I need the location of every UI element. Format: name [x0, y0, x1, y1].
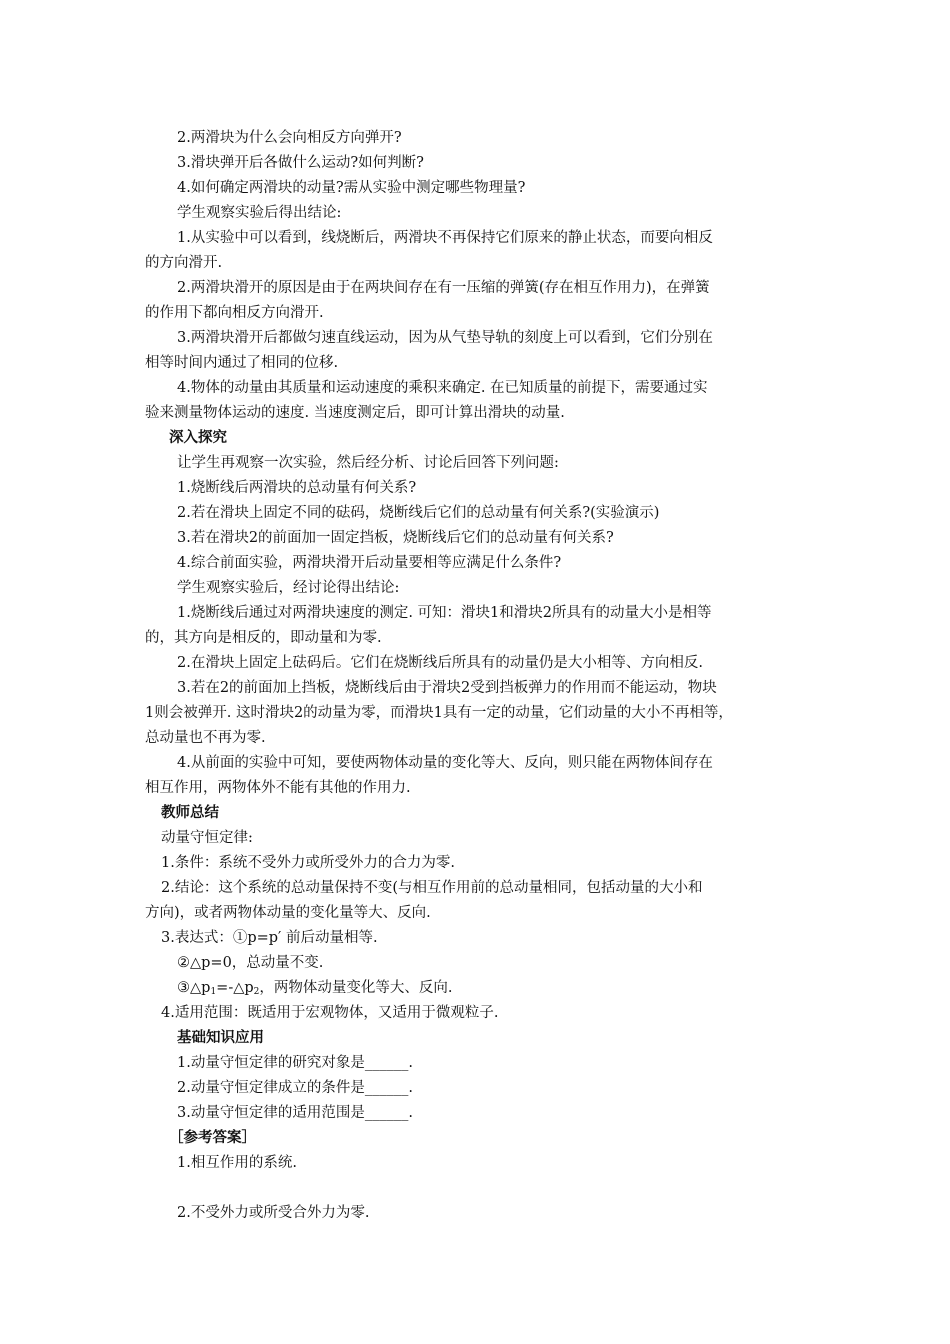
- question-4: 4.如何确定两滑块的动量?需从实验中测定哪些物理量?: [177, 180, 526, 196]
- inquiry-question-1: 1.烧断线后两滑块的总动量有何关系?: [177, 480, 417, 496]
- exercise-3: 3.动量守恒定律的适用范围是______.: [177, 1105, 413, 1121]
- summary-conclusion-line-1: 2.结论：这个系统的总动量保持不变(与相互作用前的总动量相同，包括动量的大小和: [161, 880, 703, 896]
- conclusion-2-line-2: 的作用下都向相反方向滑开.: [145, 305, 324, 321]
- conclusion-4-line-1: 4.物体的动量由其质量和运动速度的乘积来确定. 在已知质量的前提下，需要通过实: [177, 380, 708, 396]
- question-3: 3.滑块弹开后各做什么运动?如何判断?: [177, 155, 424, 171]
- conclusion-1-line-1: 1.从实验中可以看到，线烧断后，两滑块不再保持它们原来的静止状态，而要向相反: [177, 230, 713, 246]
- heading-deep-inquiry: 深入探究: [169, 430, 227, 446]
- observation-intro: 学生观察实验后得出结论:: [177, 205, 342, 221]
- inquiry-question-4: 4.综合前面实验，两滑块滑开后动量要相等应满足什么条件?: [177, 555, 562, 571]
- question-2: 2.两滑块为什么会向相反方向弹开?: [177, 130, 402, 146]
- conclusion-2-line-1: 2.两滑块滑开的原因是由于在两块间存在有一压缩的弹簧(存在相互作用力)，在弹簧: [177, 280, 710, 296]
- summary-expression-3: $③\triangle p_1=-\triangle p_2$，两物体动量变化等大、反向.: [177, 980, 453, 997]
- heading-teacher-summary: 教师总结: [161, 805, 219, 821]
- inquiry-question-3: 3.若在滑块2的前面加一固定挡板，烧断线后它们的总动量有何关系?: [177, 530, 614, 546]
- heading-basic-application: 基础知识应用: [177, 1030, 264, 1046]
- conclusion-4-line-2: 验来测量物体运动的速度. 当速度测定后，即可计算出滑块的动量.: [145, 405, 565, 421]
- conclusion-3-line-1: 3.两滑块滑开后都做匀速直线运动，因为从气垫导轨的刻度上可以看到，它们分别在: [177, 330, 713, 346]
- exercise-2: 2.动量守恒定律成立的条件是______.: [177, 1080, 413, 1096]
- observation-intro-2: 学生观察实验后，经讨论得出结论:: [177, 580, 400, 596]
- heading-reference-answers: ［参考答案］: [169, 1130, 256, 1146]
- result-1-line-1: 1.烧断线后通过对两滑块速度的测定. 可知：滑块1和滑块2所具有的动量大小是相等: [177, 605, 712, 621]
- conclusion-3-line-2: 相等时间内通过了相同的位移.: [145, 355, 339, 371]
- answer-2: 2.不受外力或所受合外力为零.: [177, 1205, 370, 1221]
- result-4-line-1: 4.从前面的实验中可知，要使两物体动量的变化等大、反向，则只能在两物体间存在: [177, 755, 713, 771]
- result-4-line-2: 相互作用，两物体外不能有其他的作用力.: [145, 780, 411, 796]
- exercise-1: 1.动量守恒定律的研究对象是______.: [177, 1055, 413, 1071]
- summary-expression-2: ②△p=0，总动量不变.: [177, 955, 324, 971]
- law-title: 动量守恒定律:: [161, 830, 253, 846]
- result-2: 2.在滑块上固定上砝码后。它们在烧断线后所具有的动量仍是大小相等、方向相反.: [177, 655, 703, 671]
- summary-expression-1: 3.表达式：①p=p′ 前后动量相等.: [161, 930, 378, 946]
- answer-1: 1.相互作用的系统.: [177, 1155, 297, 1171]
- summary-scope: 4.适用范围：既适用于宏观物体，又适用于微观粒子.: [161, 1005, 499, 1021]
- inquiry-intro: 让学生再观察一次实验，然后经分析、讨论后回答下列问题:: [177, 455, 559, 471]
- inquiry-question-2: 2.若在滑块上固定不同的砝码，烧断线后它们的总动量有何关系?(实验演示): [177, 505, 660, 521]
- summary-conclusion-line-2: 方向)，或者两物体动量的变化量等大、反向.: [145, 905, 431, 921]
- conclusion-1-line-2: 的方向滑开.: [145, 255, 223, 271]
- result-1-line-2: 的，其方向是相反的，即动量和为零.: [145, 630, 382, 646]
- summary-condition: 1.条件：系统不受外力或所受外力的合力为零.: [161, 855, 455, 871]
- result-3-line-3: 总动量也不再为零.: [145, 730, 266, 746]
- result-3-line-2: 1则会被弹开. 这时滑块2的动量为零，而滑块1具有一定的动量，它们动量的大小不再相等，: [145, 705, 733, 721]
- result-3-line-1: 3.若在2的前面加上挡板，烧断线后由于滑块2受到挡板弹力的作用而不能运动，物块: [177, 680, 717, 696]
